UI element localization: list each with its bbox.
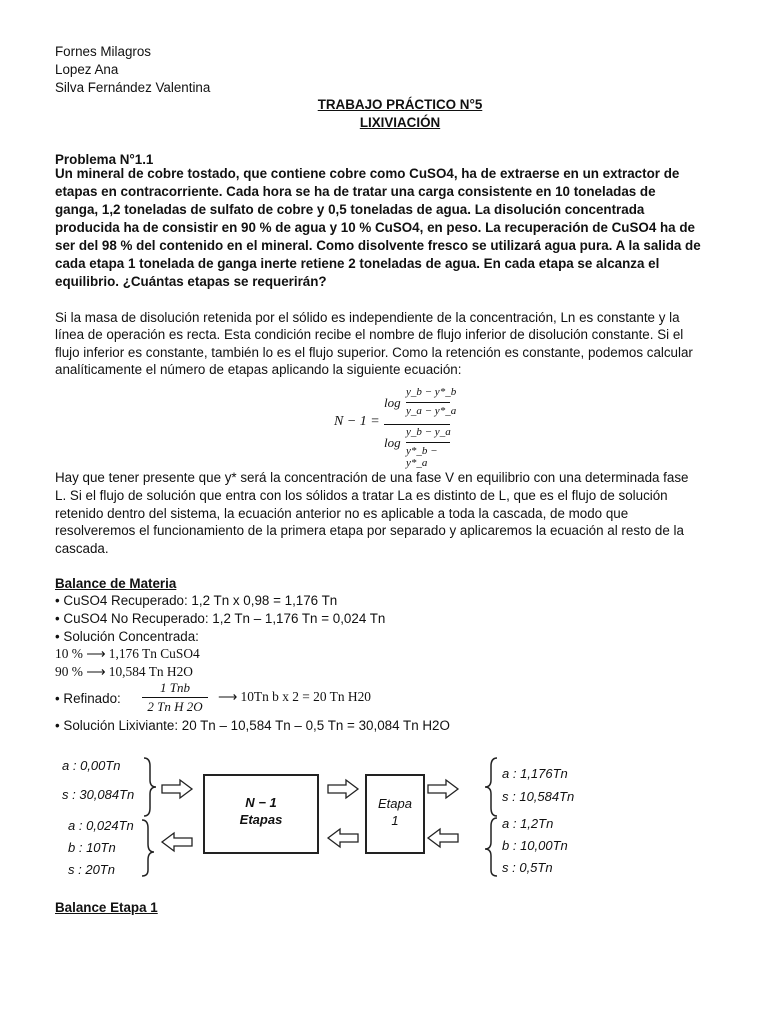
right-in-s: s : 0,5Tn bbox=[502, 860, 553, 875]
arrow-etapa1-to-n-icon bbox=[328, 829, 358, 847]
problem-line: ganga, 1,2 toneladas de sulfato de cobre y 0,5 toneladas de agua. La disolución concentrada bbox=[55, 202, 645, 217]
problem-line: cada etapa 1 tonelada de ganga inerte retiene 2 toneladas de agua. En cada etapa se alcanza el bbox=[55, 256, 660, 271]
balance-item: • Solución Concentrada: bbox=[55, 629, 199, 644]
arrow-into-etapa1-solids-icon bbox=[428, 829, 458, 847]
left-out-a: a : 0,024Tn bbox=[68, 818, 134, 833]
equation-log-numerator: log bbox=[384, 395, 401, 410]
refinado-numerator: 1 Tnb bbox=[160, 680, 190, 695]
arrow-out-right-icon bbox=[428, 780, 458, 798]
paragraph-line: flujo inferior es constante, también lo es el flujo superior. Como la retención es constante, podemos calcular bbox=[55, 345, 693, 360]
balance-item: • CuSO4 Recuperado: 1,2 Tn x 0,98 = 1,176 Tn bbox=[55, 593, 338, 608]
balance-heading: Balance de Materia bbox=[55, 576, 177, 591]
etapa-box-line2: 1 bbox=[391, 813, 399, 828]
equation-main-fraction-bar bbox=[384, 424, 450, 425]
stages-equation bbox=[330, 386, 460, 469]
lixiviante-line: • Solución Lixiviante: 20 Tn – 10,584 Tn – 0,5 Tn = 30,084 Tn H2O bbox=[55, 718, 450, 733]
arrow-out-left-icon bbox=[162, 833, 192, 851]
left-out-s: s : 20Tn bbox=[68, 862, 115, 877]
cascade-flow-diagram bbox=[50, 752, 590, 882]
left-out-brace bbox=[142, 820, 154, 876]
author-2: Lopez Ana bbox=[55, 62, 119, 77]
refinado-denominator: 2 Tn H 2O bbox=[147, 699, 203, 714]
problem-heading: Problema N°1.1 bbox=[55, 152, 154, 167]
equation-num-bar bbox=[406, 402, 450, 403]
refinado-result: ⟶ 10Tn b x 2 = 20 Tn H20 bbox=[218, 689, 371, 704]
right-in-brace bbox=[485, 818, 497, 876]
page-title: TRABAJO PRÁCTICO N°5 bbox=[317, 97, 483, 112]
equation-den-bottom: y*_b − y*_a bbox=[406, 445, 438, 469]
right-in-a: a : 1,2Tn bbox=[502, 816, 554, 831]
etapa-1-box bbox=[365, 774, 425, 854]
problem-line: etapas en contracorriente. Cada hora se ha de tratar una carga consistente en 10 toneladas de bbox=[55, 184, 656, 199]
paragraph-line: cascada. bbox=[55, 541, 109, 556]
equation-log-denominator: log bbox=[384, 435, 401, 450]
paragraph-line: resolveremos el funcionamiento de la primera etapa por separado y aplicaremos la ecuación al resto de la bbox=[55, 523, 684, 538]
refinado-fraction-bar bbox=[142, 697, 208, 698]
paragraph-line: retenido dentro del sistema, la ecuación anterior no es aplicable a toda la cascada, de modo que bbox=[55, 506, 629, 521]
left-in-s: s : 30,084Tn bbox=[62, 787, 135, 802]
problem-line: producida ha de consistir en 90 % de agua y 10 % CuSO4, en peso. La recuperación de CuSO4 ha de bbox=[55, 220, 695, 235]
left-in-brace bbox=[144, 758, 156, 816]
author-1: Fornes Milagros bbox=[55, 44, 151, 59]
n-minus-1-stages-box bbox=[203, 774, 319, 854]
paragraph-line: Hay que tener presente que y* será la concentración de una fase V en equilibrio con una determinada fase bbox=[55, 470, 689, 485]
left-out-b: b : 10Tn bbox=[68, 840, 116, 855]
right-out-s: s : 10,584Tn bbox=[502, 789, 575, 804]
right-out-brace bbox=[485, 758, 497, 816]
equation-num-top: y_b − y*_b bbox=[406, 386, 457, 398]
problem-line: ser del 98 % del contenido en el mineral. Como disolvente fresco se utilizará agua pura. A la salida de bbox=[55, 238, 701, 253]
balance-etapa-heading: Balance Etapa 1 bbox=[55, 900, 158, 915]
n-box-line2: Etapas bbox=[239, 812, 283, 827]
author-3: Silva Fernández Valentina bbox=[55, 80, 211, 95]
concentrada-line: 10 % ⟶ 1,176 Tn CuSO4 bbox=[55, 646, 200, 661]
paragraph-line: analíticamente el número de etapas aplicando la siguiente ecuación: bbox=[55, 362, 462, 377]
equation-den-bar bbox=[406, 442, 450, 443]
right-in-b: b : 10,00Tn bbox=[502, 838, 568, 853]
arrow-into-n-stages-icon bbox=[162, 780, 192, 798]
refinado-label: • Refinado: bbox=[55, 691, 121, 706]
n-box-line1: N − 1 bbox=[245, 795, 277, 810]
left-in-a: a : 0,00Tn bbox=[62, 758, 121, 773]
paragraph-line: L. Si el flujo de solución que entra con los sólidos a tratar La es distinto de L, que es el flujo de solución bbox=[55, 488, 668, 503]
equation-den-top: y_b − y_a bbox=[406, 426, 451, 438]
equation-lhs: N − 1 = bbox=[334, 414, 380, 429]
problem-line: equilibrio. ¿Cuántas etapas se requerirán? bbox=[55, 274, 327, 289]
right-out-a: a : 1,176Tn bbox=[502, 766, 568, 781]
concentrada-line: 90 % ⟶ 10,584 Tn H2O bbox=[55, 664, 193, 679]
paragraph-line: línea de operación es recta. Esta condición recibe el nombre de flujo inferior de disolución constante. Si el bbox=[55, 327, 684, 342]
page-subtitle: LIXIVIACIÓN bbox=[359, 115, 441, 130]
refinado-fraction bbox=[140, 680, 210, 715]
balance-item: • CuSO4 No Recuperado: 1,2 Tn – 1,176 Tn = 0,024 Tn bbox=[55, 611, 386, 626]
problem-line: Un mineral de cobre tostado, que contiene cobre como CuSO4, ha de extraerse en un extractor de bbox=[55, 166, 680, 181]
arrow-into-etapa1-icon bbox=[328, 780, 358, 798]
paragraph-line: Si la masa de disolución retenida por el sólido es independiente de la concentración, Ln es constante y la bbox=[55, 310, 680, 325]
etapa-box-line1: Etapa bbox=[378, 796, 412, 811]
equation-num-bottom: y_a − y*_a bbox=[406, 405, 457, 417]
